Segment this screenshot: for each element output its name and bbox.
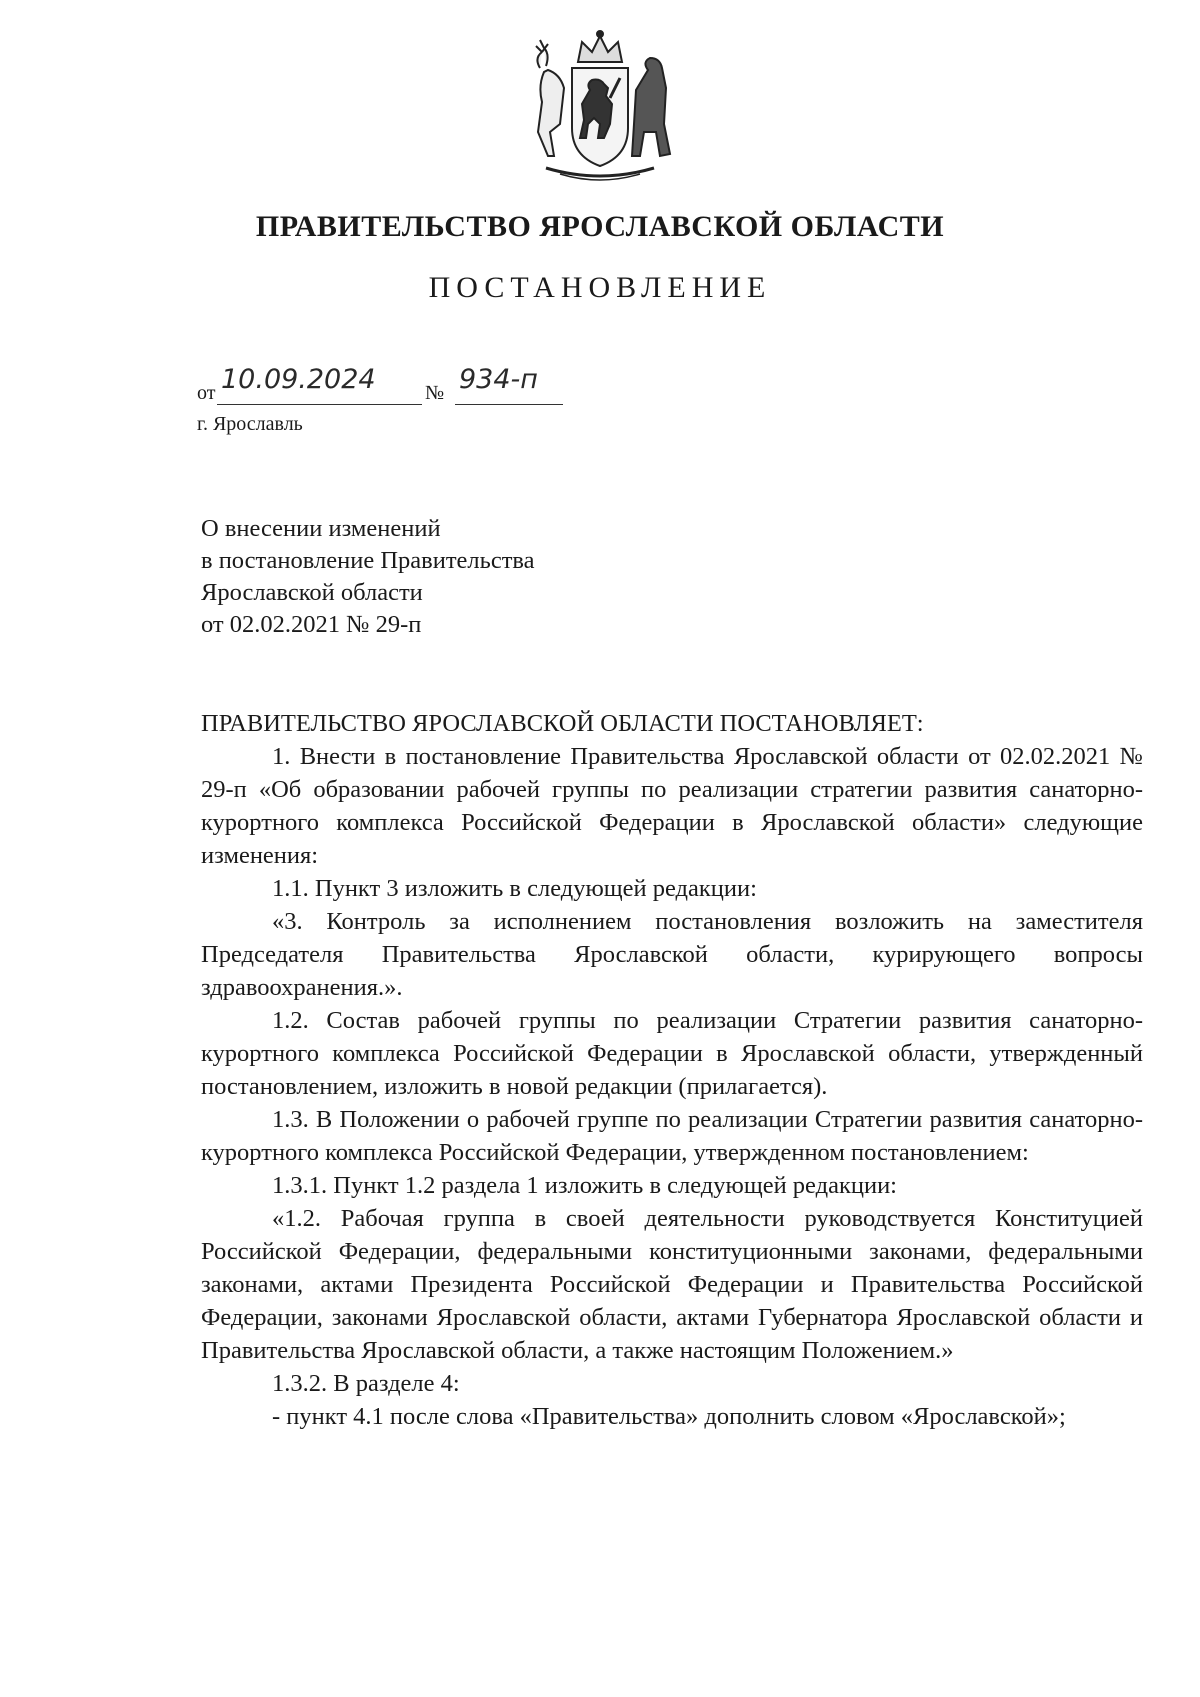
paragraph: 1.1. Пункт 3 изложить в следующей редакции: <box>272 875 757 902</box>
date-underline <box>217 404 422 405</box>
registration-line <box>197 362 577 410</box>
handwritten-date: 10.09.2024 <box>221 364 376 395</box>
paragraph: - пункт 4.1 после слова «Правительства» дополнить словом «Ярославской»; <box>272 1403 1066 1430</box>
subject-line: от 02.02.2021 № 29-п <box>201 611 422 638</box>
document-type: ПОСТАНОВЛЕНИЕ <box>428 271 772 304</box>
document-body <box>201 740 1143 1433</box>
number-label: № <box>425 382 445 404</box>
number-underline <box>455 404 563 405</box>
subject-line: Ярославской области <box>201 579 423 606</box>
paragraph: 1.3.1. Пункт 1.2 раздела 1 изложить в следующей редакции: <box>272 1172 897 1199</box>
paragraph: 1. Внести в постановление Правительства Ярославской области от 02.02.2021 № 29-п «Об образовании рабочей группы по реализации стратегии развития санаторно-курортного комплекса Российской Федерации в Ярославской области» следующие изменения: <box>201 743 1143 869</box>
paragraph: 1.3. В Положении о рабочей группе по реализации Стратегии развития санаторно-курортного комплекса Российской Федерации, утвержденном постановлением: <box>201 1106 1143 1166</box>
organization-name: ПРАВИТЕЛЬСТВО ЯРОСЛАВСКОЙ ОБЛАСТИ <box>255 210 945 243</box>
paragraph: «3. Контроль за исполнением постановления возложить на заместителя Председателя Правительства Ярославской области, курирующего вопросы здравоохранения.». <box>201 908 1143 1001</box>
city: г. Ярославль <box>197 413 303 435</box>
document-subject <box>201 513 535 641</box>
paragraph: 1.2. Состав рабочей группы по реализации Стратегии развития санаторно-курортного комплекса Российской Федерации в Ярославской области, утвержденный постановлением, изложить в новой редакции (прилагается). <box>201 1007 1143 1100</box>
subject-line: О внесении изменений <box>201 515 441 542</box>
paragraph: «1.2. Рабочая группа в своей деятельности руководствуется Конституцией Российской Федерации, федеральными конституционными законами, федеральными законами, актами Президента Российской Федерации и Правительства Российской Федерации, законами Ярославской области, актами Губернатора Ярославской области и Правительства Ярославской области, а также настоящим Положением.» <box>201 1205 1143 1364</box>
coat-of-arms-emblem <box>520 28 680 186</box>
subject-line: в постановление Правительства <box>201 547 535 574</box>
paragraph: 1.3.2. В разделе 4: <box>272 1370 460 1397</box>
date-label: от <box>197 382 216 404</box>
decree-heading: ПРАВИТЕЛЬСТВО ЯРОСЛАВСКОЙ ОБЛАСТИ ПОСТАНОВЛЯЕТ: <box>201 710 924 737</box>
handwritten-number: 934-п <box>459 364 538 395</box>
